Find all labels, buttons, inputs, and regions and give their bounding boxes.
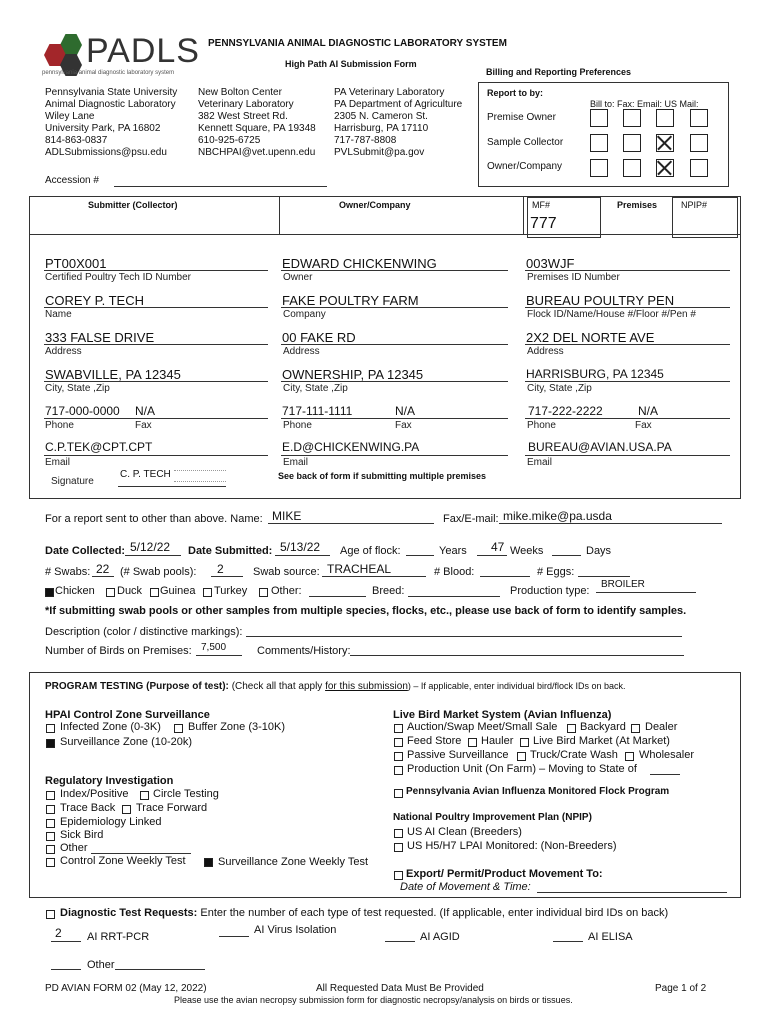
blood-line xyxy=(480,576,530,577)
submitter-phone-label: Phone xyxy=(45,420,74,431)
breed-label: Breed: xyxy=(372,585,405,597)
backyard-label: Backyard xyxy=(580,721,626,733)
date-collected-label: Date Collected: xyxy=(45,545,126,557)
report-other-fax-line xyxy=(499,523,722,524)
us-h5h7-label: US H5/H7 LPAI Monitored: (Non-Breeders) xyxy=(407,840,617,852)
comments-label: Comments/History: xyxy=(257,645,351,657)
breed-line[interactable] xyxy=(408,596,500,597)
submitter-email-label: Email xyxy=(45,457,71,468)
rrt-pcr-label: AI RRT-PCR xyxy=(87,931,150,943)
lab-line: 610-925-6725 xyxy=(198,135,261,146)
submitter-name-line xyxy=(44,307,268,308)
owner-email-line xyxy=(281,455,508,456)
lab-line: 717-787-8808 xyxy=(334,135,397,146)
submitter-fax-value[interactable]: N/A xyxy=(135,404,156,418)
owner-phone-value[interactable]: 717-111-1111 xyxy=(282,404,353,418)
logo-text: PADLS xyxy=(86,32,200,70)
report-other-fax-label: Fax/E-mail: xyxy=(443,513,499,525)
description-line[interactable] xyxy=(246,636,682,637)
submitter-phone-value[interactable]: 717-000-0000 xyxy=(45,404,120,418)
lab-line: NBCHPAI@vet.upenn.edu xyxy=(198,147,316,158)
premises-id-value[interactable]: 003WJF xyxy=(526,256,575,271)
lab-line: Pennsylvania State University xyxy=(45,87,178,98)
flock-value[interactable]: BUREAU POULTRY PEN xyxy=(526,293,675,308)
lab-line: Animal Diagnostic Laboratory xyxy=(45,99,176,110)
auction-checkbox[interactable] xyxy=(394,724,403,733)
eggs-line xyxy=(578,576,630,577)
index-positive-checkbox[interactable] xyxy=(46,791,55,800)
trace-back-checkbox[interactable] xyxy=(46,805,55,814)
years-label: Years xyxy=(439,545,467,557)
premises-phone-label: Phone xyxy=(527,420,556,431)
comments-line[interactable] xyxy=(350,655,684,656)
diagnostic-checkbox[interactable] xyxy=(46,910,55,919)
signature-line xyxy=(118,486,226,487)
lab-line: PA Department of Agriculture xyxy=(334,99,463,110)
other-species-label: Other: xyxy=(271,585,302,597)
program-heading-check: (Check all that apply xyxy=(231,681,323,692)
other-species-line[interactable] xyxy=(309,596,366,597)
date-movement-line[interactable] xyxy=(537,892,727,893)
flock-line xyxy=(525,307,730,308)
owner-email-label: Email xyxy=(283,457,309,468)
lab-line: Kennett Square, PA 19348 xyxy=(198,123,316,134)
necropsy-note: Please use the avian necropsy submission form for diagnostic necropsy/analysis on birds or tissues. xyxy=(174,995,573,1005)
owner-phone-label: Phone xyxy=(283,420,312,431)
lab-line: Wiley Lane xyxy=(45,111,95,122)
lab-line: PA Veterinary Laboratory xyxy=(334,87,445,98)
owner-city-label: City, State ,Zip xyxy=(283,383,348,394)
sick-bird-checkbox[interactable] xyxy=(46,832,55,841)
passive-surveillance-checkbox[interactable] xyxy=(394,752,403,761)
swab-source-label: Swab source: xyxy=(253,566,320,578)
truck-crate-wash-label: Truck/Crate Wash xyxy=(530,749,618,761)
us-ai-clean-checkbox[interactable] xyxy=(394,829,403,838)
buffer-zone-checkbox[interactable] xyxy=(174,724,183,733)
owner-header: Owner/Company xyxy=(339,200,411,210)
swab-pools-line xyxy=(211,576,243,577)
npip-label: NPIP# xyxy=(681,200,708,210)
date-submitted-line xyxy=(275,555,330,556)
diagnostic-heading xyxy=(60,907,668,919)
guinea-label: Guinea xyxy=(160,585,196,597)
billing-row-owner-company: Owner/Company xyxy=(487,161,563,172)
export-title: Export/ Permit/Product Movement To: xyxy=(406,868,603,880)
mail-owner-company-checkbox[interactable] xyxy=(690,159,708,177)
wholesaler-checkbox[interactable] xyxy=(625,752,634,761)
owner-fax-value[interactable]: N/A xyxy=(395,404,416,418)
swab-source-value[interactable]: TRACHEAL xyxy=(327,562,392,576)
lab-line: University Park, PA 16802 xyxy=(45,123,161,134)
live-bird-market-checkbox[interactable] xyxy=(520,738,529,747)
form-title: PENNSYLVANIA ANIMAL DIAGNOSTIC LABORATORY SYSTEM xyxy=(208,38,507,49)
fax-premise-owner-checkbox[interactable] xyxy=(623,109,641,127)
owner-value[interactable]: EDWARD CHICKENWING xyxy=(282,256,437,271)
owner-city-value[interactable]: OWNERSHIP, PA 12345 xyxy=(282,367,424,382)
mf-box xyxy=(527,197,601,238)
contact-divider-1 xyxy=(279,196,280,234)
regulatory-title: Regulatory Investigation xyxy=(45,775,174,787)
submitter-city-value[interactable]: SWABVILLE, PA 12345 xyxy=(45,367,181,382)
diagnostic-heading-title: Diagnostic Test Requests: xyxy=(60,907,198,919)
days-line xyxy=(552,555,581,556)
other-species-checkbox[interactable] xyxy=(259,588,268,597)
signature-scribble xyxy=(174,470,226,482)
submitter-email-line xyxy=(44,455,268,456)
premises-id-label: Premises ID Number xyxy=(527,272,620,283)
lab-new-bolton xyxy=(198,87,316,159)
agid-label: AI AGID xyxy=(420,931,460,943)
description-label: Description (color / distinctive markings): xyxy=(45,626,243,638)
other-test-label: Other xyxy=(87,959,115,971)
signature-label: Signature xyxy=(51,476,94,487)
other-reg-line[interactable] xyxy=(91,853,191,854)
lab-line: PVLSubmit@pa.gov xyxy=(334,147,425,158)
flock-label: Flock ID/Name/House #/Floor #/Pen # xyxy=(527,309,696,320)
lab-line: ADLSubmissions@psu.edu xyxy=(45,147,167,158)
virus-isolation-line[interactable] xyxy=(219,936,249,937)
production-line xyxy=(596,592,696,593)
mail-sample-collector-checkbox[interactable] xyxy=(690,134,708,152)
submitter-address-line xyxy=(44,344,268,345)
passive-surveillance-label: Passive Surveillance xyxy=(407,749,509,761)
submitter-city-label: City, State ,Zip xyxy=(45,383,110,394)
buffer-zone-label: Buffer Zone (3-10K) xyxy=(188,721,286,733)
mf-label: MF# xyxy=(532,200,550,210)
other-test-line[interactable] xyxy=(115,969,205,970)
control-weekly-checkbox[interactable] xyxy=(46,858,55,867)
birds-label: Number of Birds on Premises: xyxy=(45,645,192,657)
epidemiology-checkbox[interactable] xyxy=(46,819,55,828)
program-heading-title: PROGRAM TESTING (Purpose of test): xyxy=(45,681,229,692)
submitter-header: Submitter (Collector) xyxy=(88,200,178,210)
padls-logo xyxy=(42,32,200,80)
swab-pools-label: (# Swab pools): xyxy=(120,566,197,578)
submitter-address-value[interactable]: 333 FALSE DRIVE xyxy=(45,330,155,345)
owner-fax-label: Fax xyxy=(395,420,412,431)
form-id: PD AVIAN FORM 02 (May 12, 2022) xyxy=(45,983,207,994)
fax-sample-collector-checkbox[interactable] xyxy=(623,134,641,152)
turkey-label: Turkey xyxy=(214,585,248,597)
control-weekly-label: Control Zone Weekly Test xyxy=(60,855,186,867)
lab-line: 2305 N. Cameron St. xyxy=(334,111,428,122)
duck-checkbox[interactable] xyxy=(106,588,115,597)
live-bird-market-label: Live Bird Market (At Market) xyxy=(533,735,670,747)
program-heading-tail: ) – If applicable, enter individual bird/flock IDs on back. xyxy=(407,681,626,691)
wholesaler-label: Wholesaler xyxy=(639,749,695,761)
date-submitted-label: Date Submitted: xyxy=(188,545,273,557)
years-line xyxy=(406,555,434,556)
weeks-value[interactable]: 47 xyxy=(491,540,505,554)
accession-input[interactable] xyxy=(114,186,327,187)
lab-line: 814-863-0837 xyxy=(45,135,108,146)
index-positive-label: Index/Positive xyxy=(60,788,129,800)
hpai-title: HPAI Control Zone Surveillance xyxy=(45,709,210,721)
export-checkbox[interactable] xyxy=(394,871,403,880)
signature-value[interactable]: C. P. TECH xyxy=(120,469,171,480)
lab-line: Harrisburg, PA 17110 xyxy=(334,123,429,134)
billing-col-headers: Bill to: Fax: Email: US Mail: xyxy=(590,99,699,109)
owner-address-value[interactable]: 00 FAKE RD xyxy=(282,330,356,345)
blood-label: # Blood: xyxy=(434,566,475,578)
turkey-checkbox[interactable] xyxy=(203,588,212,597)
production-unit-checkbox[interactable] xyxy=(394,766,403,775)
premises-city-value[interactable]: HARRISBURG, PA 12345 xyxy=(526,367,664,381)
premises-id-line xyxy=(525,270,730,271)
birds-line xyxy=(196,655,242,656)
pa-monitored-checkbox[interactable] xyxy=(394,789,403,798)
owner-phone-line xyxy=(281,418,508,419)
dealer-label: Dealer xyxy=(645,721,678,733)
elisa-line[interactable] xyxy=(553,941,583,942)
feed-store-label: Feed Store xyxy=(407,735,462,747)
accession-label: Accession # xyxy=(45,175,99,186)
production-label: Production type: xyxy=(510,585,590,597)
epidemiology-label: Epidemiology Linked xyxy=(60,816,162,828)
duck-label: Duck xyxy=(117,585,143,597)
agid-line[interactable] xyxy=(385,941,415,942)
cert-id-value[interactable]: PT00X001 xyxy=(45,256,107,271)
contact-divider-2 xyxy=(523,196,524,234)
backyard-checkbox[interactable] xyxy=(567,724,576,733)
swab-source-line xyxy=(322,576,426,577)
required-note: All Requested Data Must Be Provided xyxy=(316,983,484,994)
swabs-label: # Swabs: xyxy=(45,566,91,578)
lab-line: New Bolton Center xyxy=(198,87,282,98)
other-reg-label: Other xyxy=(60,842,88,854)
premises-phone-line xyxy=(525,418,730,419)
email-premise-owner-checkbox[interactable] xyxy=(656,109,674,127)
elisa-label: AI ELISA xyxy=(588,931,633,943)
date-submitted-value[interactable]: 5/13/22 xyxy=(280,540,321,554)
owner-label: Owner xyxy=(283,272,313,283)
owner-line xyxy=(281,270,508,271)
production-unit-label: Production Unit (On Farm) – Moving to State of xyxy=(407,763,637,775)
swab-pools-value[interactable]: 2 xyxy=(217,562,224,576)
days-label: Days xyxy=(586,545,612,557)
production-value[interactable]: BROILER xyxy=(601,579,645,590)
owner-address-label: Address xyxy=(283,346,320,357)
billto-sample-collector-checkbox[interactable] xyxy=(590,134,608,152)
circle-testing-label: Circle Testing xyxy=(153,788,219,800)
chicken-label: Chicken xyxy=(55,585,95,597)
program-heading xyxy=(45,681,626,692)
billto-premise-owner-checkbox[interactable] xyxy=(590,109,608,127)
submitter-phone-line xyxy=(44,418,268,419)
owner-city-line xyxy=(281,381,508,382)
report-other-name-line xyxy=(268,523,434,524)
weeks-label: Weeks xyxy=(510,545,544,557)
surveillance-zone-checkbox[interactable] xyxy=(46,739,55,748)
sick-bird-label: Sick Bird xyxy=(60,829,104,841)
pa-monitored-label: Pennsylvania Avian Influenza Monitored Flock Program xyxy=(406,786,670,797)
report-to-label: Report to by: xyxy=(487,88,543,98)
age-label: Age of flock: xyxy=(340,545,401,557)
date-movement-label: Date of Movement & Time: xyxy=(400,881,531,893)
trace-back-label: Trace Back xyxy=(60,802,116,814)
swabs-line xyxy=(92,576,114,577)
eggs-label: # Eggs: xyxy=(537,566,575,578)
program-heading-for: for this submission xyxy=(325,681,408,692)
cert-id-label: Certified Poultry Tech ID Number xyxy=(45,272,191,283)
multiple-premises-text: See back of form if submitting multiple premises xyxy=(277,471,487,481)
mf-value[interactable]: 777 xyxy=(530,215,557,232)
circle-testing-checkbox[interactable] xyxy=(140,791,149,800)
npip-title: National Poultry Improvement Plan (NPIP) xyxy=(393,812,592,823)
rrt-pcr-line xyxy=(51,941,81,942)
lab-line: 382 West Street Rd. xyxy=(198,111,288,122)
premises-label: Premises xyxy=(617,200,658,210)
hauler-label: Hauler xyxy=(481,735,514,747)
report-other-fax-value[interactable]: mike.mike@pa.usda xyxy=(503,509,612,523)
report-other-name-value[interactable]: MIKE xyxy=(272,509,302,523)
other-reg-checkbox[interactable] xyxy=(46,845,55,854)
diagnostic-heading-tail: Enter the number of each type of test requested. (If applicable, enter individual bird IDs on back) xyxy=(200,907,669,919)
chicken-checkbox[interactable] xyxy=(45,588,54,597)
premises-fax-value[interactable]: N/A xyxy=(638,404,659,418)
multiple-premises-note xyxy=(275,470,489,482)
weeks-line xyxy=(477,555,507,556)
page-number: Page 1 of 2 xyxy=(655,983,707,994)
dealer-checkbox[interactable] xyxy=(631,724,640,733)
feed-store-checkbox[interactable] xyxy=(394,738,403,747)
owner-address-line xyxy=(281,344,508,345)
npip-box xyxy=(672,197,738,238)
auction-label: Auction/Swap Meet/Small Sale xyxy=(407,721,558,733)
billto-owner-company-checkbox[interactable] xyxy=(590,159,608,177)
premises-phone-value[interactable]: 717-222-2222 xyxy=(528,404,603,418)
swabs-value[interactable]: 22 xyxy=(96,562,110,576)
birds-value[interactable]: 7,500 xyxy=(201,642,227,653)
infected-zone-checkbox[interactable] xyxy=(46,724,55,733)
surveillance-weekly-label: Surveillance Zone Weekly Test xyxy=(218,856,368,868)
rrt-pcr-count[interactable]: 2 xyxy=(55,926,62,940)
billing-row-premise-owner: Premise Owner xyxy=(487,112,556,123)
company-line xyxy=(281,307,508,308)
mail-premise-owner-checkbox[interactable] xyxy=(690,109,708,127)
premises-address-line xyxy=(525,344,730,345)
lab-penn-state xyxy=(45,87,177,159)
owner-email-value[interactable]: E.D@CHICKENWING.PA xyxy=(282,440,420,454)
hauler-checkbox[interactable] xyxy=(468,738,477,747)
submitter-fax-label: Fax xyxy=(135,420,152,431)
premises-fax-label: Fax xyxy=(635,420,652,431)
infected-zone-label: Infected Zone (0-3K) xyxy=(60,721,161,733)
form-subtitle: High Path AI Submission Form xyxy=(285,59,417,69)
date-collected-line xyxy=(125,555,181,556)
swab-pools-note: *If submitting swab pools or other samples from multiple species, flocks, etc., please use back of form to identify samples. xyxy=(45,605,687,617)
submitter-name-label: Name xyxy=(45,309,72,320)
company-label: Company xyxy=(283,309,326,320)
premises-address-value[interactable]: 2X2 DEL NORTE AVE xyxy=(526,330,655,345)
lbm-title: Live Bird Market System (Avian Influenza) xyxy=(393,709,612,721)
premises-email-value[interactable]: BUREAU@AVIAN.USA.PA xyxy=(528,440,672,454)
premises-address-label: Address xyxy=(527,346,564,357)
us-ai-clean-label: US AI Clean (Breeders) xyxy=(407,826,522,838)
state-of-line[interactable] xyxy=(650,774,680,775)
email-sample-collector-checkbox[interactable] xyxy=(656,134,674,152)
logo-subtext: pennsylvania animal diagnostic laboratory system xyxy=(42,70,175,76)
submitter-email-value[interactable]: C.P.TEK@CPT.CPT xyxy=(45,440,153,454)
submitter-city-line xyxy=(44,381,268,382)
billing-title: Billing and Reporting Preferences xyxy=(486,67,632,77)
virus-isolation-label: AI Virus Isolation xyxy=(254,924,337,936)
premises-city-label: City, State ,Zip xyxy=(527,383,592,394)
other-test-count-line[interactable] xyxy=(51,969,81,970)
company-value[interactable]: FAKE POULTRY FARM xyxy=(282,293,419,308)
submitter-name-value[interactable]: COREY P. TECH xyxy=(45,293,144,308)
report-other-name-label: For a report sent to other than above. Name: xyxy=(45,513,263,525)
submitter-address-label: Address xyxy=(45,346,82,357)
email-owner-company-checkbox[interactable] xyxy=(656,159,674,177)
billing-row-sample-collector: Sample Collector xyxy=(487,137,564,148)
lab-line: Veterinary Laboratory xyxy=(198,99,294,110)
trace-forward-checkbox[interactable] xyxy=(122,805,131,814)
us-h5h7-checkbox[interactable] xyxy=(394,843,403,852)
guinea-checkbox[interactable] xyxy=(150,588,159,597)
fax-owner-company-checkbox[interactable] xyxy=(623,159,641,177)
premises-city-line xyxy=(525,381,730,382)
premises-email-label: Email xyxy=(527,457,553,468)
lab-pa-vet xyxy=(334,87,462,159)
contact-header-rule xyxy=(29,234,741,235)
trace-forward-label: Trace Forward xyxy=(136,802,208,814)
surveillance-zone-label: Surveillance Zone (10-20k) xyxy=(60,736,193,748)
truck-crate-wash-checkbox[interactable] xyxy=(517,752,526,761)
surveillance-weekly-checkbox[interactable] xyxy=(204,858,213,867)
cert-id-line xyxy=(44,270,268,271)
date-collected-value[interactable]: 5/12/22 xyxy=(130,540,171,554)
premises-email-line xyxy=(525,455,730,456)
